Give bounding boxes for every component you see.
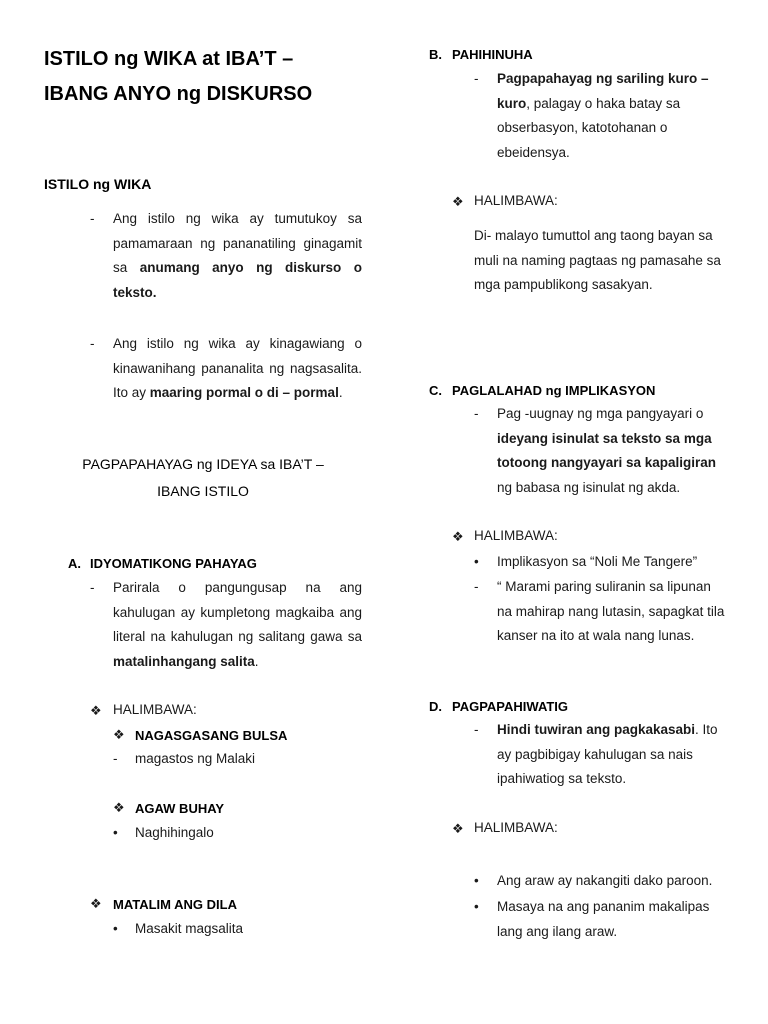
diamond-bullet-icon: ❖: [90, 896, 102, 911]
section-c-heading: PAGLALAHAD ng IMPLIKASYON: [452, 383, 656, 398]
example-1-title: NAGASGASANG BULSA: [135, 728, 288, 743]
section-d-letter: D.: [429, 699, 442, 714]
section-a-definition-emphasis: matalinhangang salita: [113, 653, 255, 669]
dash-marker: -: [90, 336, 95, 351]
istilo-definition-2-emphasis: maaring pormal o di – pormal: [149, 385, 339, 400]
istilo-heading: ISTILO ng WIKA: [44, 176, 152, 192]
section-heading-line-1: PAGPAPAHAYAG ng IDEYA sa IBA’T –: [82, 456, 324, 472]
diamond-bullet-icon: ❖: [113, 727, 125, 742]
dash-marker: -: [474, 406, 479, 421]
section-b-definition-text: , palagay o haka batay sa obserbasyon, katotohanan o ebeidensya.: [497, 95, 681, 160]
dash-marker: -: [90, 211, 95, 226]
bullet-marker: •: [474, 899, 479, 914]
section-b-definition-emphasis: Pagpapahayag ng sariling kuro – kuro: [497, 71, 709, 111]
section-d-definition-emphasis: Hindi tuwiran ang pagkakasabi: [497, 722, 696, 737]
diamond-bullet-icon: ❖: [452, 821, 464, 836]
document-title-line-1: ISTILO ng WIKA at IBA’T –: [44, 48, 294, 70]
example-3-title: MATALIM ANG DILA: [113, 897, 237, 912]
bullet-marker: •: [113, 921, 118, 936]
dash-marker: -: [474, 722, 479, 737]
section-a-letter: A.: [68, 556, 81, 571]
section-d-example-1: Ang araw ay nakangiti dako paroon.: [497, 873, 713, 888]
example-3-meaning: Masakit magsalita: [135, 921, 244, 936]
section-d-definition: [497, 718, 727, 792]
section-heading-line-2: IBANG ISTILO: [157, 483, 249, 499]
halimbawa-label: HALIMBAWA:: [474, 528, 558, 543]
section-c-example-2: “ Marami paring suliranin sa lipunan na mahirap nang lutasin, sapagkat tila kanser na ito at wala nang lunas.: [497, 579, 725, 643]
dash-marker: -: [474, 579, 479, 594]
halimbawa-label: HALIMBAWA:: [474, 820, 558, 835]
section-d-definition-text: . Ito ay pagbibigay kahulugan sa nais ipahiwatiog sa teksto.: [497, 722, 718, 786]
example-1-meaning: magastos ng Malaki: [135, 751, 256, 766]
istilo-definition-1-text: Ang istilo ng wika ay tumutukoy sa pamamaraan ng pananatiling ginagamit sa: [113, 211, 362, 275]
istilo-definition-2-end: .: [338, 385, 343, 400]
section-d-heading: PAGPAPAHIWATIG: [452, 699, 569, 714]
diamond-bullet-icon: ❖: [452, 194, 464, 209]
section-b-heading: PAHIHINUHA: [452, 47, 533, 62]
halimbawa-label: HALIMBAWA:: [474, 193, 558, 208]
section-b-definition: [497, 67, 727, 165]
dash-marker: -: [113, 751, 118, 766]
document-title-line-2: IBANG ANYO ng DISKURSO: [44, 83, 313, 105]
bullet-marker: •: [474, 873, 479, 888]
section-a-definition: [113, 576, 362, 674]
istilo-definition-2-text: Ang istilo ng wika ay kinagawiang o kinawanihang pananalita ng nagsasalita. Ito ay: [113, 336, 362, 400]
section-b-example: Di- malayo tumuttol ang taong bayan sa muli na naming pagtaas ng pamasahe sa mga pampublikong sasakyan.: [474, 228, 721, 292]
example-2-meaning: Naghihingalo: [135, 825, 214, 840]
dash-marker: -: [474, 71, 479, 86]
section-c-definition-end: ng babasa ng isinulat ng akda.: [497, 479, 681, 495]
istilo-definition-1: [113, 207, 362, 305]
istilo-definition-1-emphasis: anumang anyo ng diskurso o teksto.: [113, 260, 362, 300]
section-a-definition-end: .: [254, 653, 259, 669]
section-c-definition: [497, 402, 727, 500]
example-2-title: AGAW BUHAY: [135, 801, 225, 816]
section-a-heading: IDYOMATIKONG PAHAYAG: [90, 556, 257, 571]
diamond-bullet-icon: ❖: [113, 800, 125, 815]
section-a-definition-text: Parirala o pangungusap na ang kahulugan ay kumpletong magkaiba ang literal na kahulugan ng salitang gawa sa: [113, 580, 362, 644]
dash-marker: -: [90, 580, 95, 595]
halimbawa-label: HALIMBAWA:: [113, 702, 197, 717]
section-b-letter: B.: [429, 47, 442, 62]
section-c-letter: C.: [429, 383, 442, 398]
section-c-example-1: Implikasyon sa “Noli Me Tangere”: [497, 554, 698, 569]
diamond-bullet-icon: ❖: [452, 529, 464, 544]
section-c-definition-text: Pag -uugnay ng mga pangyayari o: [497, 406, 704, 421]
section-d-example-2: Masaya na ang pananim makalipas lang ang ilang araw.: [497, 899, 710, 939]
istilo-definition-2: [113, 332, 362, 406]
diamond-bullet-icon: ❖: [90, 703, 102, 718]
section-c-definition-emphasis: ideyang isinulat sa teksto sa mga totoong nangyayari sa kapaligiran: [497, 430, 717, 470]
bullet-marker: •: [474, 554, 479, 569]
bullet-marker: •: [113, 825, 118, 840]
